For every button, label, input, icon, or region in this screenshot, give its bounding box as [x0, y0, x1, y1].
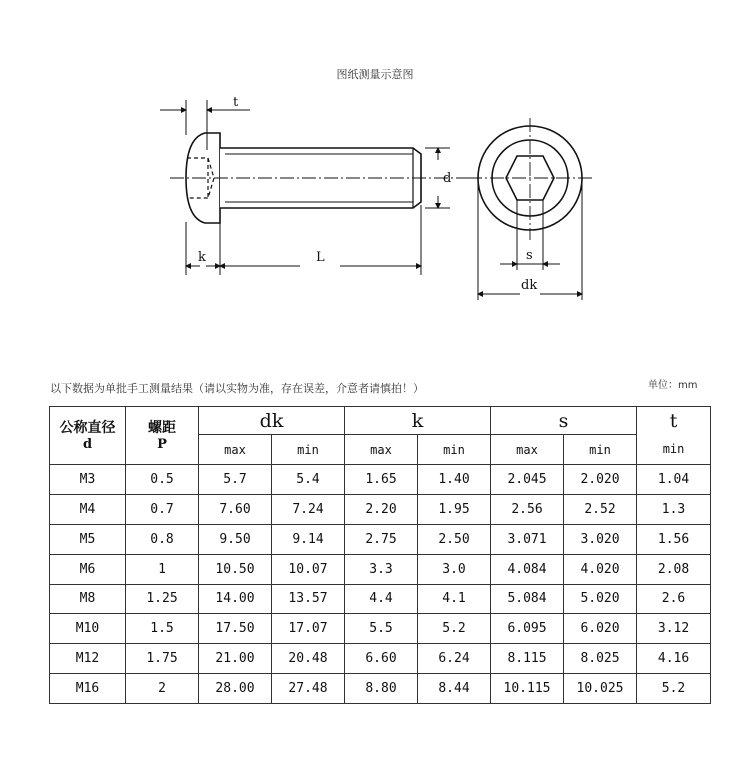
table-row — [50, 644, 711, 674]
cell-k-min: 3.0 — [418, 554, 491, 584]
label-t: t — [233, 95, 239, 110]
cell-dk-min: 9.14 — [272, 524, 345, 554]
cell-t-min: 1.04 — [637, 465, 711, 495]
table-row — [50, 584, 711, 614]
cell-s-max: 3.071 — [491, 524, 564, 554]
cell-p: 1.25 — [126, 584, 199, 614]
measurement-note: 以下数据为单批手工测量结果（请以实物为准，存在误差，介意者请慎拍！） — [50, 382, 424, 395]
cell-dk-min: 7.24 — [272, 494, 345, 524]
cell-dk-max: 7.60 — [199, 494, 272, 524]
cell-s-min: 6.020 — [564, 614, 637, 644]
cell-p: 1 — [126, 554, 199, 584]
cell-dk-min: 20.48 — [272, 644, 345, 674]
header-t-min: min — [637, 435, 711, 465]
cell-s-min: 4.020 — [564, 554, 637, 584]
cell-dk-min: 5.4 — [272, 465, 345, 495]
cell-p: 0.8 — [126, 524, 199, 554]
cell-d: M4 — [50, 494, 126, 524]
cell-dk-min: 27.48 — [272, 674, 345, 704]
cell-k-min: 1.95 — [418, 494, 491, 524]
cell-k-min: 6.24 — [418, 644, 491, 674]
cell-dk-max: 10.50 — [199, 554, 272, 584]
table-row — [50, 554, 711, 584]
cell-k-min: 8.44 — [418, 674, 491, 704]
cell-dk-max: 17.50 — [199, 614, 272, 644]
cell-p: 1.75 — [126, 644, 199, 674]
screw-technical-drawing — [0, 0, 750, 370]
label-k: k — [198, 250, 206, 265]
cell-dk-max: 21.00 — [199, 644, 272, 674]
cell-s-max: 2.045 — [491, 465, 564, 495]
header-s-min: min — [564, 435, 637, 465]
cell-p: 1.5 — [126, 614, 199, 644]
label-dk: dk — [521, 278, 538, 293]
cell-d: M3 — [50, 465, 126, 495]
cell-k-min: 1.40 — [418, 465, 491, 495]
cell-k-max: 4.4 — [345, 584, 418, 614]
cell-s-max: 2.56 — [491, 494, 564, 524]
table-body — [50, 465, 711, 704]
cell-d: M12 — [50, 644, 126, 674]
cell-k-max: 6.60 — [345, 644, 418, 674]
table-row — [50, 674, 711, 704]
cell-t-min: 1.56 — [637, 524, 711, 554]
spec-table — [49, 406, 711, 704]
table-row — [50, 465, 711, 495]
cell-dk-min: 10.07 — [272, 554, 345, 584]
cell-t-min: 2.6 — [637, 584, 711, 614]
label-d: d — [443, 171, 452, 186]
cell-dk-max: 14.00 — [199, 584, 272, 614]
label-L: L — [316, 250, 325, 265]
header-dk-max: max — [199, 435, 272, 465]
unit-label: 单位：mm — [648, 380, 698, 391]
cell-k-max: 3.3 — [345, 554, 418, 584]
dim-k-L — [186, 205, 421, 275]
header-pitch: 螺距 P — [126, 407, 199, 465]
cell-k-max: 8.80 — [345, 674, 418, 704]
header-dk: dk — [199, 407, 345, 435]
header-nominal-diameter: 公称直径 d — [50, 407, 126, 465]
cell-s-min: 8.025 — [564, 644, 637, 674]
cell-s-min: 5.020 — [564, 584, 637, 614]
header-dk-min: min — [272, 435, 345, 465]
cell-s-max: 6.095 — [491, 614, 564, 644]
cell-p: 0.7 — [126, 494, 199, 524]
cell-p: 0.5 — [126, 465, 199, 495]
cell-d: M8 — [50, 584, 126, 614]
header-t: t — [637, 407, 711, 435]
table-row — [50, 494, 711, 524]
cell-dk-min: 13.57 — [272, 584, 345, 614]
header-k: k — [345, 407, 491, 435]
cell-k-max: 2.20 — [345, 494, 418, 524]
cell-k-min: 4.1 — [418, 584, 491, 614]
cell-p: 2 — [126, 674, 199, 704]
table-row — [50, 524, 711, 554]
cell-k-max: 5.5 — [345, 614, 418, 644]
cell-dk-max: 9.50 — [199, 524, 272, 554]
cell-d: M6 — [50, 554, 126, 584]
cell-d: M16 — [50, 674, 126, 704]
header-s-max: max — [491, 435, 564, 465]
cell-s-max: 8.115 — [491, 644, 564, 674]
cell-k-min: 5.2 — [418, 614, 491, 644]
cell-dk-max: 5.7 — [199, 465, 272, 495]
cell-t-min: 3.12 — [637, 614, 711, 644]
cell-s-min: 10.025 — [564, 674, 637, 704]
header-k-max: max — [345, 435, 418, 465]
cell-s-min: 2.020 — [564, 465, 637, 495]
cell-t-min: 4.16 — [637, 644, 711, 674]
cell-s-max: 5.084 — [491, 584, 564, 614]
cell-d: M10 — [50, 614, 126, 644]
cell-k-min: 2.50 — [418, 524, 491, 554]
cell-s-min: 3.020 — [564, 524, 637, 554]
page-title: 图纸测量示意图 — [336, 68, 414, 81]
cell-t-min: 2.08 — [637, 554, 711, 584]
cell-k-max: 2.75 — [345, 524, 418, 554]
cell-k-max: 1.65 — [345, 465, 418, 495]
header-k-min: min — [418, 435, 491, 465]
cell-dk-max: 28.00 — [199, 674, 272, 704]
label-s: s — [526, 248, 533, 263]
cell-dk-min: 17.07 — [272, 614, 345, 644]
cell-t-min: 5.2 — [637, 674, 711, 704]
cell-t-min: 1.3 — [637, 494, 711, 524]
cell-s-max: 10.115 — [491, 674, 564, 704]
cell-s-max: 4.084 — [491, 554, 564, 584]
header-s: s — [491, 407, 637, 435]
table-row — [50, 614, 711, 644]
cell-s-min: 2.52 — [564, 494, 637, 524]
cell-d: M5 — [50, 524, 126, 554]
